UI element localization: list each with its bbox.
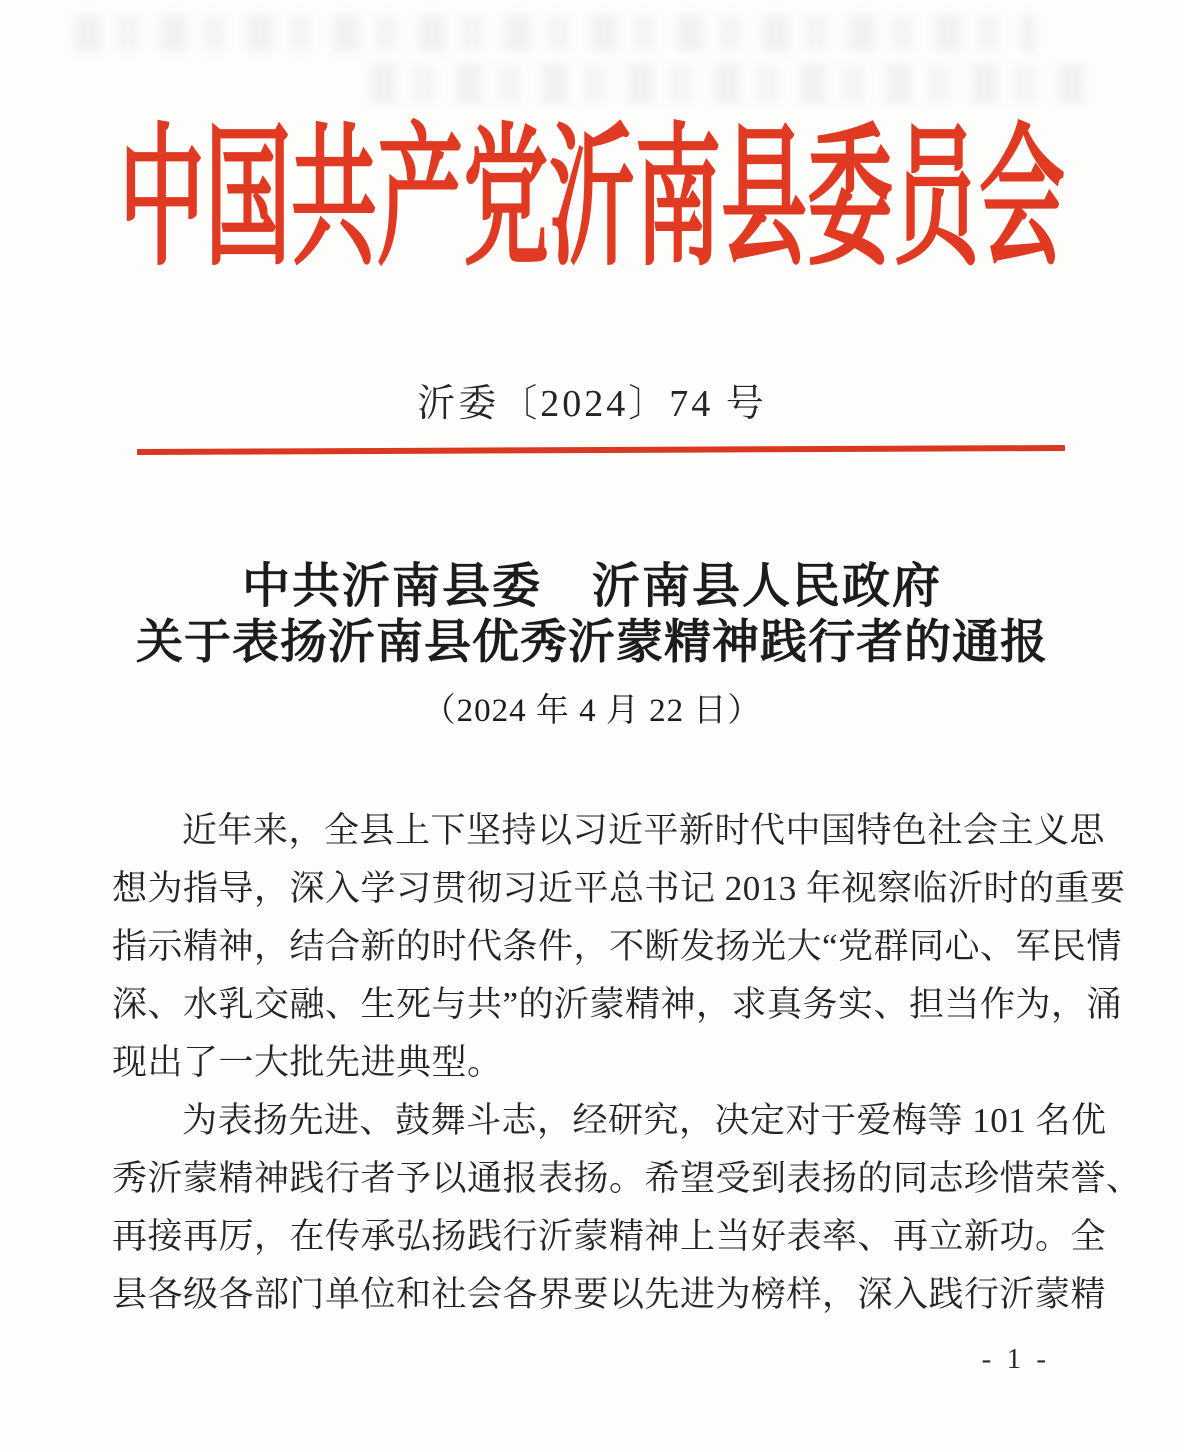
body-line: 再接再厉，在传承弘扬践行沂蒙精神上当好表率、再立新功。全 [112,1217,1107,1256]
notice-date: （2024 年 4 月 22 日） [422,693,762,729]
body-line: 县各级各部门单位和社会各界要以先进为榜样，深入践行沂蒙精 [112,1275,1107,1314]
body-line: 想为指导，深入学习贯彻习近平总书记 2013 年视察临沂时的重要 [112,869,1126,908]
notice-title-organizations: 中共沂南县委 沂南县人民政府 [241,560,942,613]
bleedthrough-ghost-line-1 [75,14,1035,52]
page-number: - 1 - [981,1343,1050,1375]
body-paragraph [112,802,1126,1092]
body-line: 深、水乳交融、生死与共”的沂蒙精神，求真务实、担当作为，涌 [112,985,1123,1024]
bleedthrough-ghost-line-2 [370,64,1085,104]
body-line: 近年来，全县上下坚持以习近平新时代中国特色社会主义思 [182,811,1106,850]
body-paragraph [112,1092,1142,1324]
notice-title-block [0,560,1184,730]
document-reference-number: 沂委〔2024〕74 号 [417,383,767,425]
body-line: 为表扬先进、鼓舞斗志，经研究，决定对于爱梅等 101 名优 [182,1101,1107,1140]
document-body [112,802,1142,1324]
body-line: 秀沂蒙精神践行者予以通报表扬。希望受到表扬的同志珍惜荣誉、 [112,1159,1142,1198]
issuing-org-title: 中国共产党沂南县委员会 [119,113,1065,285]
body-line: 现出了一大批先进典型。 [112,1043,503,1082]
masthead [0,113,1184,285]
red-separator-rule [137,445,1065,455]
body-line: 指示精神，结合新的时代条件，不断发扬光大“党群同心、军民情 [112,927,1123,966]
notice-title-subject: 关于表扬沂南县优秀沂蒙精神践行者的通报 [136,617,1048,669]
